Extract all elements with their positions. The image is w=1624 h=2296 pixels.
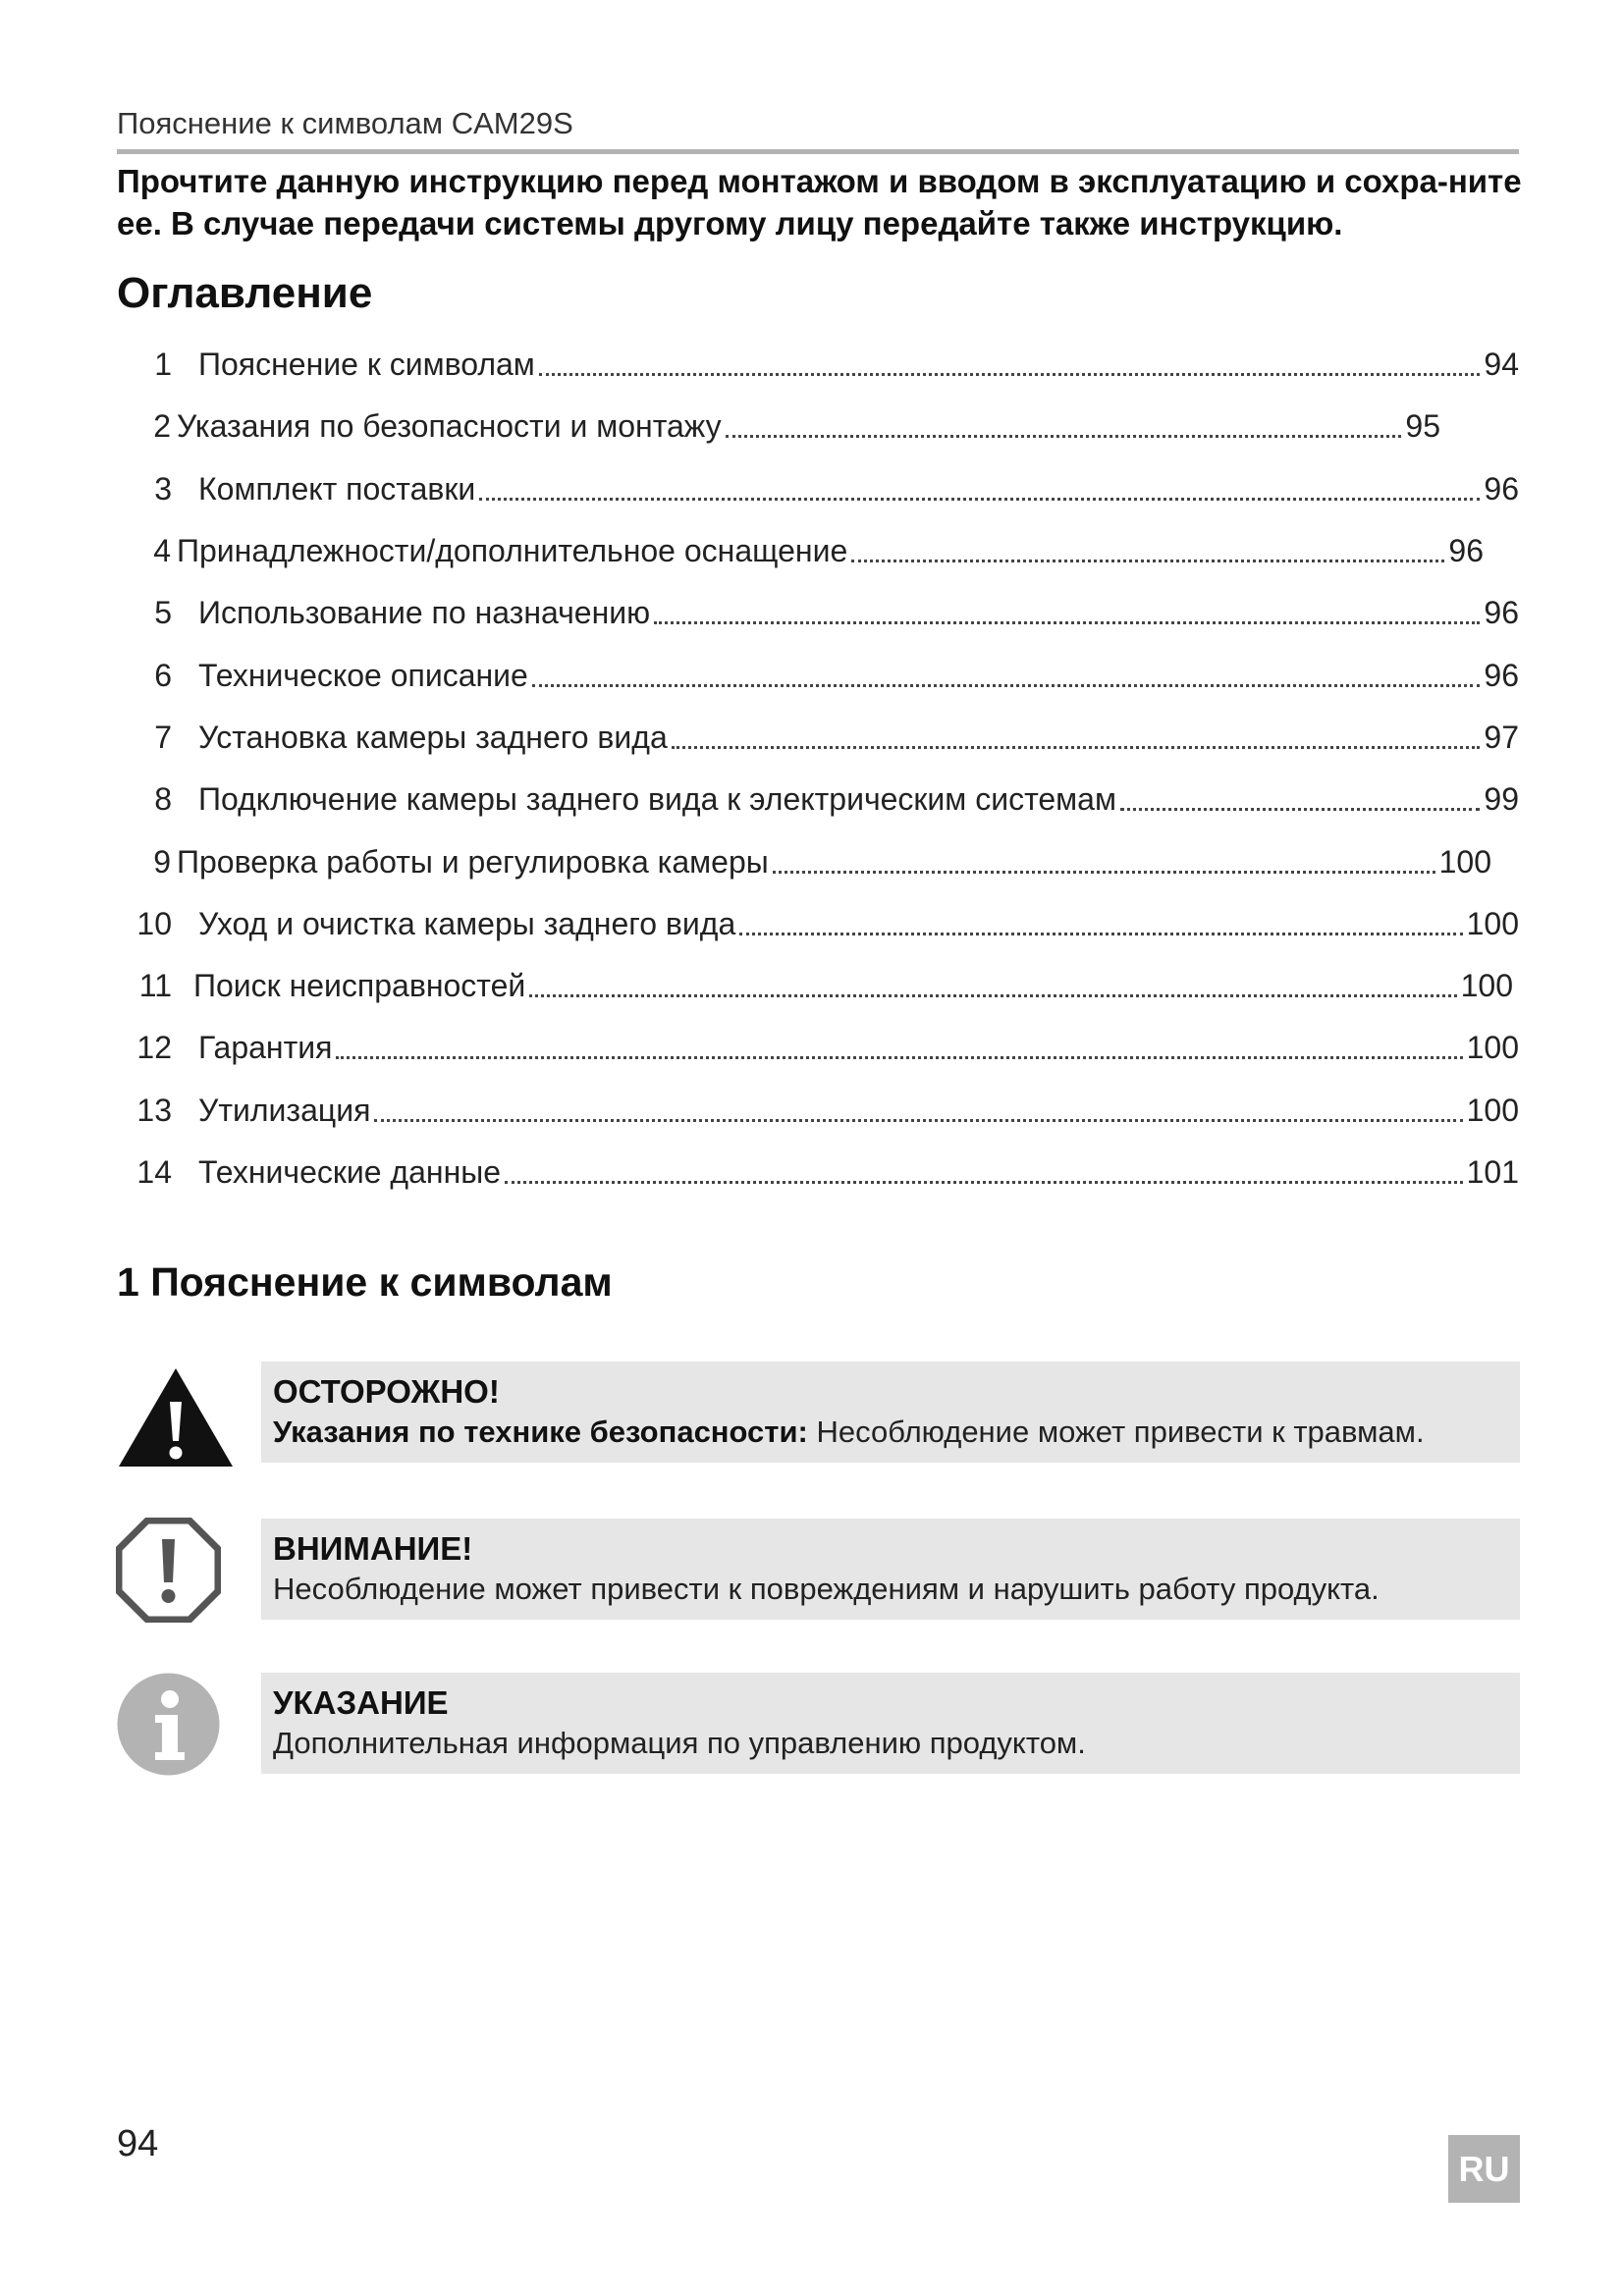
toc-entry-page: 96 bbox=[1484, 595, 1519, 631]
toc-entry-page: 96 bbox=[1484, 470, 1519, 507]
toc-leader-dots bbox=[672, 746, 1481, 749]
toc-entry-page: 100 bbox=[1466, 905, 1519, 941]
caution-notice bbox=[261, 1519, 1520, 1620]
toc-entry-page: 100 bbox=[1438, 843, 1491, 880]
toc-entry[interactable] bbox=[117, 893, 1519, 955]
intro-instruction: Прочтите данную инструкцию перед монтажом и вводом в эксплуатацию и сохра-ните ее. В случае передачи системы другому лицу передайте также инструкцию. bbox=[117, 163, 1522, 241]
warning-triangle-icon bbox=[117, 1366, 235, 1468]
warning-notice bbox=[261, 1362, 1520, 1463]
toc-entry[interactable] bbox=[117, 520, 1519, 582]
toc-entry-number: 5 bbox=[154, 595, 172, 631]
warning-description: Несоблюдение может привести к травмам. bbox=[807, 1415, 1425, 1449]
toc-entry[interactable] bbox=[117, 1080, 1519, 1142]
caution-text: Несоблюдение может привести к повреждениям и нарушить работу продукта. bbox=[273, 1572, 1380, 1606]
toc-entry-page: 100 bbox=[1460, 968, 1513, 1004]
toc-entry-number: 14 bbox=[136, 1154, 172, 1190]
toc-entry-title: Комплект поставки bbox=[198, 470, 476, 507]
toc-entry[interactable] bbox=[117, 1142, 1519, 1203]
toc-entry[interactable] bbox=[117, 1017, 1519, 1079]
info-circle-icon bbox=[116, 1672, 221, 1777]
toc-leader-dots bbox=[479, 498, 1480, 501]
toc-entry-title: Уход и очистка камеры заднего вида bbox=[198, 905, 736, 941]
toc-entry-title: Технические данные bbox=[198, 1154, 502, 1190]
toc-entry-title: Пояснение к символам bbox=[198, 347, 535, 383]
section-title: 1 Пояснение к символам bbox=[117, 1259, 613, 1305]
toc-entry-page: 101 bbox=[1466, 1154, 1519, 1190]
toc-leader-dots bbox=[773, 871, 1435, 874]
header-divider bbox=[117, 149, 1519, 154]
toc-entry-page: 100 bbox=[1466, 1030, 1519, 1066]
note-title: УКАЗАНИЕ bbox=[273, 1684, 449, 1721]
toc-entry-number: 11 bbox=[138, 968, 172, 1004]
warning-label: Указания по технике безопасности: bbox=[273, 1415, 808, 1449]
toc-leader-dots bbox=[505, 1181, 1463, 1184]
toc-entry[interactable] bbox=[117, 707, 1519, 769]
toc-leader-dots bbox=[739, 933, 1462, 935]
toc-entry-page: 95 bbox=[1405, 408, 1440, 445]
toc-entry-title: Гарантия bbox=[198, 1030, 333, 1066]
toc-entry-title: Принадлежности/дополнительное оснащение bbox=[177, 533, 848, 569]
toc-entry-number: 9 bbox=[153, 843, 171, 880]
toc-leader-dots bbox=[532, 684, 1481, 687]
toc-entry-number: 1 bbox=[154, 347, 172, 383]
warning-title: ОСТОРОЖНО! bbox=[273, 1373, 500, 1410]
table-of-contents bbox=[117, 334, 1519, 1203]
toc-title: Оглавление bbox=[117, 269, 373, 317]
toc-entry[interactable] bbox=[117, 582, 1519, 644]
language-badge: RU bbox=[1448, 2135, 1520, 2203]
toc-entry-number: 13 bbox=[136, 1092, 172, 1128]
toc-entry[interactable] bbox=[117, 396, 1519, 457]
toc-leader-dots bbox=[336, 1056, 1462, 1059]
toc-entry-number: 12 bbox=[136, 1030, 172, 1066]
toc-entry-number: 10 bbox=[136, 905, 172, 941]
toc-entry-title: Техническое описание bbox=[198, 657, 528, 693]
page-number: 94 bbox=[117, 2123, 159, 2164]
toc-entry-page: 97 bbox=[1484, 719, 1519, 755]
toc-entry-page: 100 bbox=[1466, 1092, 1519, 1128]
toc-entry-title: Проверка работы и регулировка камеры bbox=[177, 843, 769, 880]
toc-leader-dots bbox=[529, 994, 1456, 997]
toc-entry-title: Утилизация bbox=[198, 1092, 371, 1128]
toc-entry-title: Указания по безопасности и монтажу bbox=[177, 408, 722, 445]
toc-leader-dots bbox=[726, 435, 1402, 438]
toc-entry-number: 8 bbox=[154, 781, 172, 818]
toc-entry[interactable] bbox=[117, 769, 1519, 830]
toc-entry-page: 94 bbox=[1484, 347, 1519, 383]
note-notice bbox=[261, 1673, 1520, 1774]
toc-entry-number: 4 bbox=[153, 533, 171, 569]
toc-leader-dots bbox=[374, 1119, 1462, 1122]
toc-entry[interactable] bbox=[117, 334, 1519, 396]
toc-entry-title: Подключение камеры заднего вида к электрическим системам bbox=[198, 781, 1116, 818]
toc-entry-number: 7 bbox=[154, 719, 172, 755]
toc-entry[interactable] bbox=[117, 955, 1519, 1017]
toc-entry[interactable] bbox=[117, 458, 1519, 520]
note-text: Дополнительная информация по управлению продуктом. bbox=[273, 1726, 1086, 1760]
caution-octagon-icon bbox=[116, 1518, 221, 1623]
warning-text bbox=[273, 1413, 1508, 1452]
toc-leader-dots bbox=[851, 560, 1444, 562]
toc-leader-dots bbox=[1120, 808, 1480, 811]
toc-entry-page: 99 bbox=[1484, 781, 1519, 818]
page-header: Пояснение к символам CAM29S bbox=[117, 106, 573, 140]
caution-title: ВНИМАНИЕ! bbox=[273, 1530, 473, 1567]
toc-entry-title: Поиск неисправностей bbox=[193, 968, 526, 1004]
toc-entry-page: 96 bbox=[1484, 657, 1519, 693]
toc-entry[interactable] bbox=[117, 830, 1519, 892]
toc-entry-page: 96 bbox=[1448, 533, 1484, 569]
toc-leader-dots bbox=[539, 373, 1481, 376]
toc-entry-title: Установка камеры заднего вида bbox=[198, 719, 668, 755]
toc-entry-number: 6 bbox=[154, 657, 172, 693]
toc-entry-number: 2 bbox=[153, 408, 171, 445]
toc-entry[interactable] bbox=[117, 644, 1519, 706]
toc-entry-title: Использование по назначению bbox=[198, 595, 651, 631]
toc-leader-dots bbox=[654, 621, 1480, 624]
toc-entry-number: 3 bbox=[154, 470, 172, 507]
